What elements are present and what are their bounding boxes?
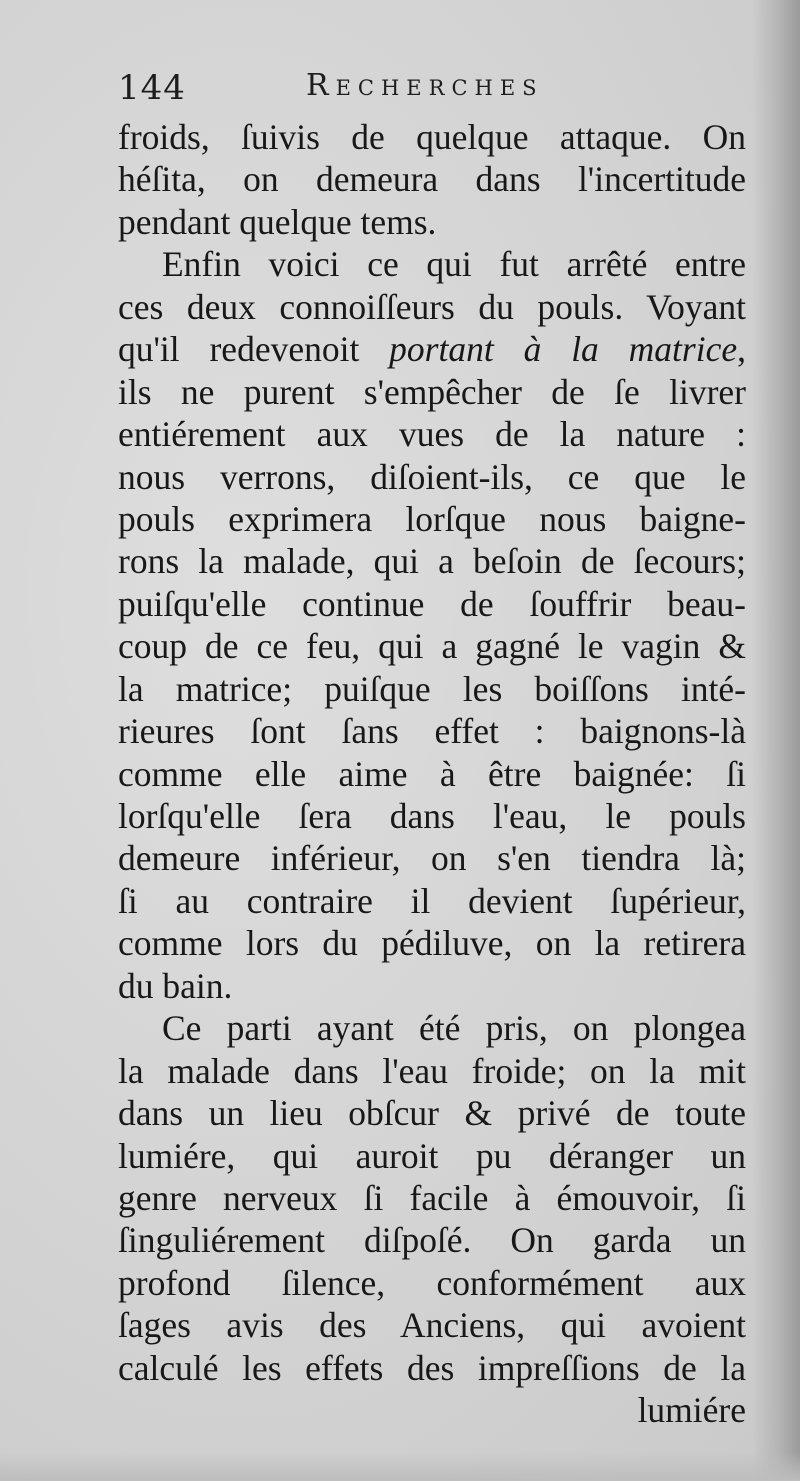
text-line: comme elle aime à être baignée: ſi [118, 753, 746, 794]
text-line: genre nerveux ſi facile à émouvoir, ſi [118, 1177, 746, 1218]
text-line: entiérement aux vues de la nature : [118, 414, 746, 455]
page-bottom-shadow [0, 1451, 800, 1481]
text-line: nous verrons, diſoient-ils, ce que le [118, 456, 746, 497]
text-line: héſita, on demeura dans l'incertitude [118, 159, 746, 200]
text-line: calculé les effets des impreſſions de la [118, 1347, 746, 1388]
text-segment: qu'il redevenoit [118, 329, 390, 370]
text-line: pendant quelque tems. [118, 201, 437, 242]
text-line: du bain. [118, 965, 233, 1006]
italic-phrase: portant à la matrice [389, 329, 738, 370]
catchword: lumiére [637, 1390, 746, 1431]
text-line: ſages avis des Anciens, qui avoient [118, 1305, 746, 1346]
text-line: ſi au contraire il devient ſupérieur, [118, 880, 746, 921]
text-line: comme lors du pédiluve, on la retirera [118, 923, 746, 964]
page-number: 144 [118, 68, 186, 108]
text-line: lorſqu'elle ſera dans l'eau, le pouls [118, 796, 746, 836]
text-line: froids, ſuivis de quelque attaque. On [118, 117, 746, 157]
text-line: demeure inférieur, on s'en tiendra là; [118, 838, 746, 879]
text-line: rons la malade, qui a beſoin de ſecours; [118, 541, 746, 582]
text-line: lumiére, qui auroit pu déranger un [118, 1135, 746, 1176]
text-segment: , [737, 329, 746, 370]
text-line: la malade dans l'eau froide; on la mit [118, 1050, 746, 1091]
running-head [118, 62, 748, 108]
page-edge-shadow [752, 0, 800, 1481]
text-line: dans un lieu obſcur & privé de toute [118, 1093, 746, 1134]
text-line: rieures ſont ſans effet : baignons-là [118, 711, 746, 752]
text-line: profond ſilence, conformément aux [118, 1262, 746, 1303]
body-text [118, 116, 746, 1432]
text-line: la matrice; puiſque les boiſſons inté- [118, 668, 746, 709]
text-line: ces deux connoiſſeurs du pouls. Voyant [118, 286, 746, 327]
running-title: Recherches [306, 68, 544, 103]
text-line: ils ne purent s'empêcher de ſe livrer [118, 371, 746, 412]
text-line: puiſqu'elle continue de ſouffrir beau- [118, 583, 746, 624]
text-line: pouls exprimera lorſque nous baigne- [118, 498, 746, 539]
paragraph-start-line: Enfin voici ce qui fut arrêté entre [162, 244, 746, 285]
text-line-mixed [118, 328, 746, 370]
text-line: ſinguliérement diſpoſé. On garda un [118, 1220, 746, 1261]
text-line: coup de ce feu, qui a gagné le vagin & [118, 626, 746, 667]
paragraph-start-line: Ce parti ayant été pris, on plongea [162, 1008, 746, 1049]
